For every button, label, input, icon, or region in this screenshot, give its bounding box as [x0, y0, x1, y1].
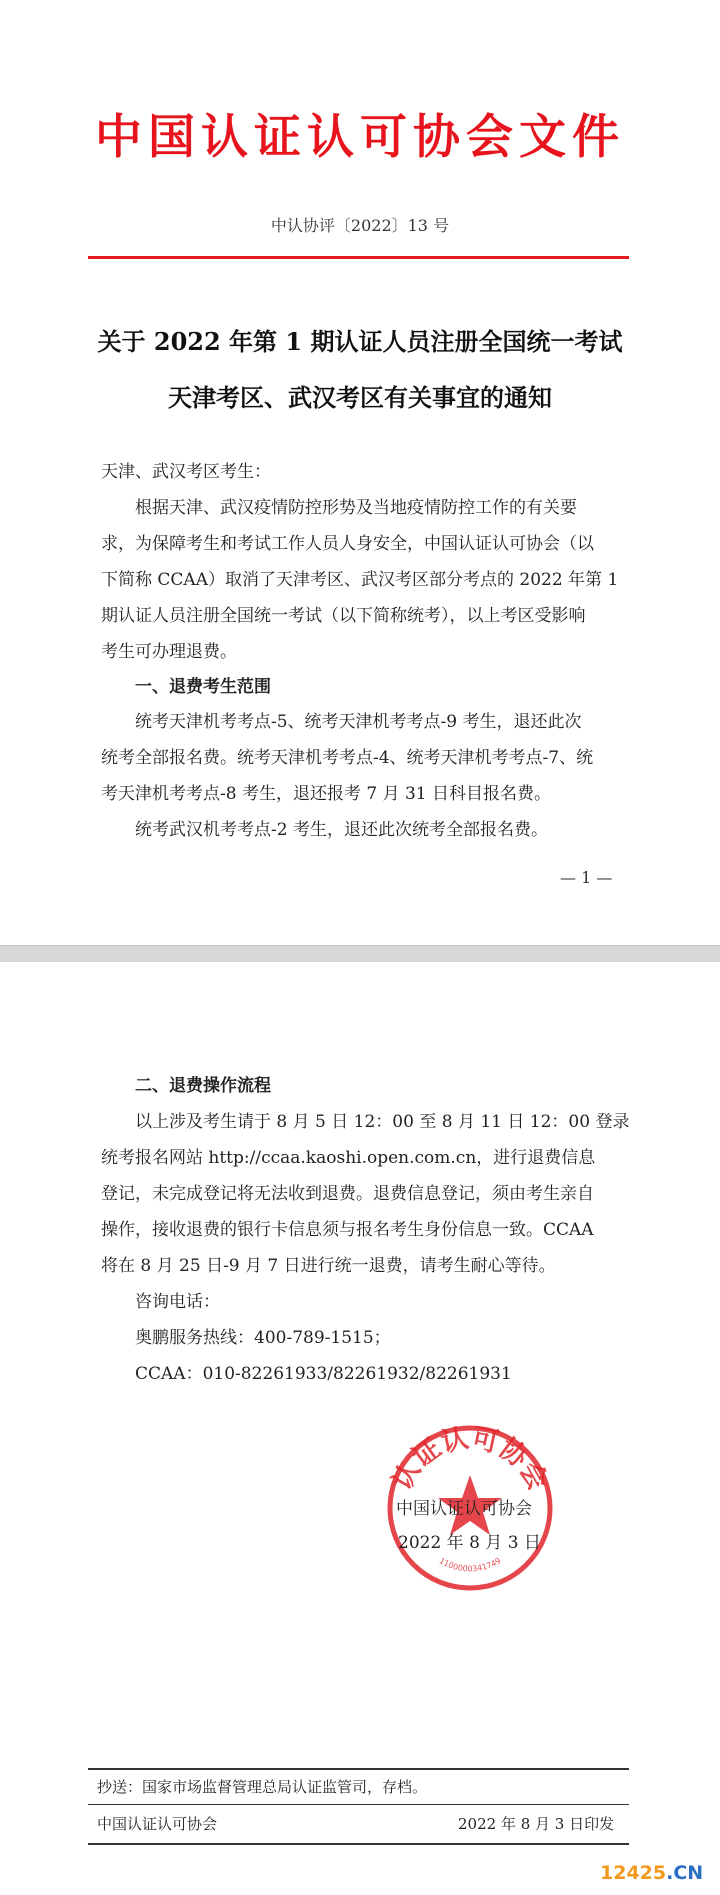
section-1-line: 统考全部报名费。统考天津机考考点-4、统考天津机考考点-7、统	[101, 748, 594, 768]
title-line-1: 关于 2022 年第 1 期认证人员注册全国统一考试	[97, 327, 623, 356]
svg-text:1100000341749	[438, 1556, 503, 1573]
title-line-2: 天津考区、武汉考区有关事宜的通知	[168, 383, 552, 412]
footer-print-date: 2022 年 8 月 3 日印发	[458, 1815, 615, 1833]
salutation: 天津、武汉考区考生：	[101, 462, 271, 482]
signature-org: 中国认证认可协会	[396, 1499, 532, 1519]
footer-rule-bottom	[88, 1843, 629, 1845]
contact-label: 咨询电话：	[135, 1292, 220, 1312]
cc-line: 抄送：国家市场监督管理总局认证监管司，存档。	[97, 1778, 428, 1796]
site-watermark	[600, 1862, 703, 1884]
page-1	[0, 0, 720, 945]
intro-line: 根据天津、武汉疫情防控形势及当地疫情防控工作的有关要	[135, 498, 577, 518]
section-2-line: 统考报名网站 http://ccaa.kaoshi.open.com.cn，进行退费信息	[101, 1148, 596, 1168]
section-1-line: 统考天津机考考点-5、统考天津机考考点-9 考生，退还此次	[135, 712, 582, 732]
section-2-line: 将在 8 月 25 日-9 月 7 日进行统一退费，请考生耐心等待。	[101, 1256, 556, 1276]
footer-org: 中国认证认可协会	[97, 1815, 218, 1833]
intro-line: 考生可办理退费。	[101, 642, 237, 662]
seal-code: 1100000341749	[437, 1556, 503, 1574]
page-number: — 1 —	[560, 868, 613, 887]
footer-rule-middle	[88, 1804, 629, 1805]
red-divider	[88, 256, 629, 259]
watermark-suffix: CN	[673, 1862, 704, 1884]
page-2	[0, 962, 720, 1895]
contact-ccaa: CCAA：010-82261933/82261932/82261931	[135, 1364, 512, 1384]
intro-line: 求，为保障考生和考试工作人员人身安全，中国认证认可协会（以	[101, 534, 594, 554]
section-1-heading: 一、退费考生范围	[135, 677, 271, 697]
section-1-line: 统考武汉机考考点-2 考生，退还此次统考全部报名费。	[135, 820, 548, 840]
document-number: 中认协评〔2022〕13 号	[270, 216, 450, 235]
intro-line: 下简称 CCAA）取消了天津考区、武汉考区部分考点的 2022 年第 1	[101, 570, 619, 590]
section-2-line: 登记，未完成登记将无法收到退费。退费信息登记，须由考生亲自	[101, 1184, 594, 1204]
section-2-heading: 二、退费操作流程	[135, 1076, 271, 1096]
section-2-line: 以上涉及考生请于 8 月 5 日 12：00 至 8 月 11 日 12：00 登录	[135, 1112, 630, 1132]
section-2-line: 操作，接收退费的银行卡信息须与报名考生身份信息一致。CCAA	[101, 1220, 594, 1240]
watermark-dot: .	[666, 1862, 674, 1884]
footer-rule-top	[88, 1768, 629, 1770]
signature-date: 2022 年 8 月 3 日	[398, 1533, 541, 1553]
seal-text: 认证认可协会	[386, 1423, 554, 1496]
contact-hotline: 奥鹏服务热线：400-789-1515；	[135, 1328, 391, 1348]
page-separator	[0, 945, 720, 963]
masthead: 中国认证认可协会文件	[95, 110, 625, 165]
watermark-number: 12425	[600, 1862, 667, 1884]
intro-line: 期认证人员注册全国统一考试（以下简称统考），以上考区受影响	[101, 606, 586, 626]
section-1-line: 考天津机考考点-8 考生，退还报考 7 月 31 日科目报名费。	[101, 784, 552, 804]
